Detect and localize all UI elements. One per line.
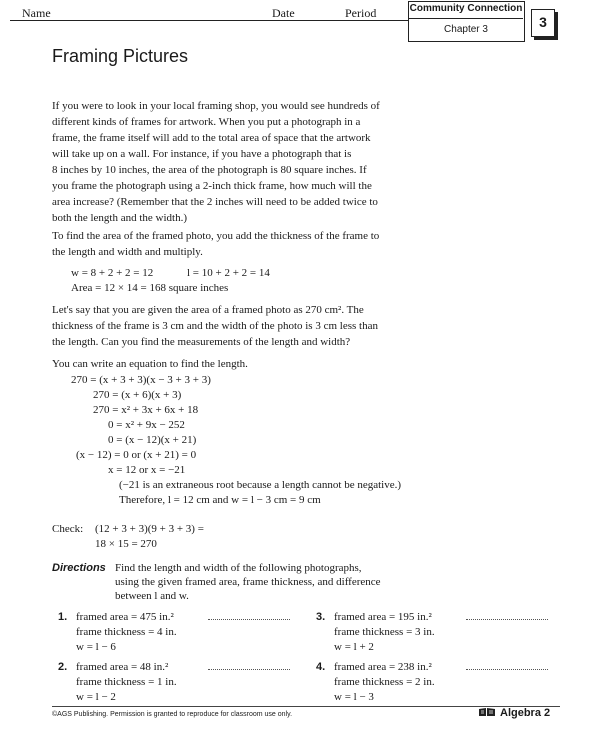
problem-number: 1. [58,611,68,623]
directions-line: between l and w. [115,590,189,602]
worksheet-number: 3 [531,9,555,37]
check-line-2: 18 × 15 = 270 [95,538,157,550]
check-line-1: (12 + 3 + 3)(9 + 3 + 3) = [95,523,204,535]
chapter-label: Chapter 3 [444,24,488,35]
framed-area: framed area = 195 in.² [334,611,432,623]
problem-2 [58,660,177,705]
problem-4 [316,660,435,705]
method-line: To find the area of the framed photo, you add the thickness of the frame to [52,230,380,242]
directions-line: Find the length and width of the following photographs, [115,562,362,574]
problem-line: Let's say that you are given the area of a framed photo as 270 cm². The [52,304,364,316]
length-equation: l = 10 + 2 + 2 = 14 [187,267,270,279]
check-label: Check: [52,523,84,535]
page-title: Framing Pictures [52,46,189,66]
date-label: Date [272,6,295,20]
copyright-notice: ©AGS Publishing. Permission is granted to reproduce for classroom use only. [52,711,293,718]
framed-area: framed area = 48 in.² [76,661,169,673]
answer-line-1[interactable] [208,619,290,620]
problem-3 [316,610,435,655]
intro-line: 8 inches by 10 inches, the area of the photograph is 80 square inches. If [52,164,367,176]
book-icon [478,707,496,717]
dimension-relation: w = l + 2 [334,641,374,653]
problem-line: the length. Can you find the measurements of the length and width? [52,336,351,348]
width-equation: w = 8 + 2 + 2 = 12 [71,267,154,279]
book-title: Algebra 2 [500,707,551,719]
problem-1 [58,610,177,655]
name-label: Name [22,6,51,20]
answer-line-2[interactable] [208,669,290,670]
area-equation: Area = 12 × 14 = 168 square inches [71,282,229,294]
community-connection-label: Community Connection [409,3,523,14]
directions-text [115,561,381,603]
intro-line: different kinds of frames for artwork. When you put a photograph in a [52,116,361,128]
intro-line: will take up on a wall. For instance, if you have a photograph that is [52,148,352,160]
equation-step: x = 12 or x = −21 [108,464,186,476]
frame-thickness: frame thickness = 2 in. [334,676,435,688]
frame-thickness: frame thickness = 4 in. [76,626,177,638]
problem-number: 2. [58,661,68,673]
equation-step: 0 = x² + 9x − 252 [108,419,185,431]
header-rule [10,20,408,21]
equation-conclusion: Therefore, l = 12 cm and w = l − 3 cm = 9 cm [119,494,321,506]
dimension-relation: w = l − 2 [76,691,116,703]
problem-number: 3. [316,611,326,623]
frame-thickness: frame thickness = 3 in. [334,626,435,638]
intro-line: If you were to look in your local framing shop, you would see hundreds of [52,100,380,112]
intro-line: frame, the frame itself will add to the total area of space that the artwork [52,132,371,144]
framed-area: framed area = 238 in.² [334,661,432,673]
frame-thickness: frame thickness = 1 in. [76,676,177,688]
equation-step: 270 = x² + 3x + 6x + 18 [93,404,199,416]
answer-line-3[interactable] [466,619,548,620]
equation-step: 270 = (x + 6)(x + 3) [93,389,182,401]
equation-step: 0 = (x − 12)(x + 21) [108,434,197,446]
method-paragraph [52,228,422,260]
intro-line: both the length and the width.) [52,212,188,224]
directions-label: Directions [52,562,106,574]
intro-paragraph [52,98,422,226]
dimension-relation: w = l − 6 [76,641,116,653]
problem-line: thickness of the frame is 3 cm and the width of the photo is 3 cm less than [52,320,378,332]
framed-area: framed area = 475 in.² [76,611,174,623]
dimension-relation: w = l − 3 [334,691,374,703]
equation-step: (x − 12) = 0 or (x + 21) = 0 [76,449,197,461]
directions-line: using the given framed area, frame thickness, and difference [115,576,381,588]
period-label: Period [345,6,377,20]
problem-paragraph [52,302,422,350]
equation-step: 270 = (x + 3 + 3)(x − 3 + 3 + 3) [71,374,211,386]
box-divider [409,18,523,19]
equation-intro: You can write an equation to find the length. [52,358,248,370]
problem-number: 4. [316,661,326,673]
community-connection-box [408,1,525,42]
intro-line: area increase? (Remember that the 2 inches will need to be added twice to [52,196,378,208]
method-line: the length and width and multiply. [52,246,203,258]
book-label [478,707,550,719]
intro-line: you frame the photograph using a 2-inch thick frame, how much will the [52,180,372,192]
equation-note: (−21 is an extraneous root because a length cannot be negative.) [119,479,402,491]
answer-line-4[interactable] [466,669,548,670]
